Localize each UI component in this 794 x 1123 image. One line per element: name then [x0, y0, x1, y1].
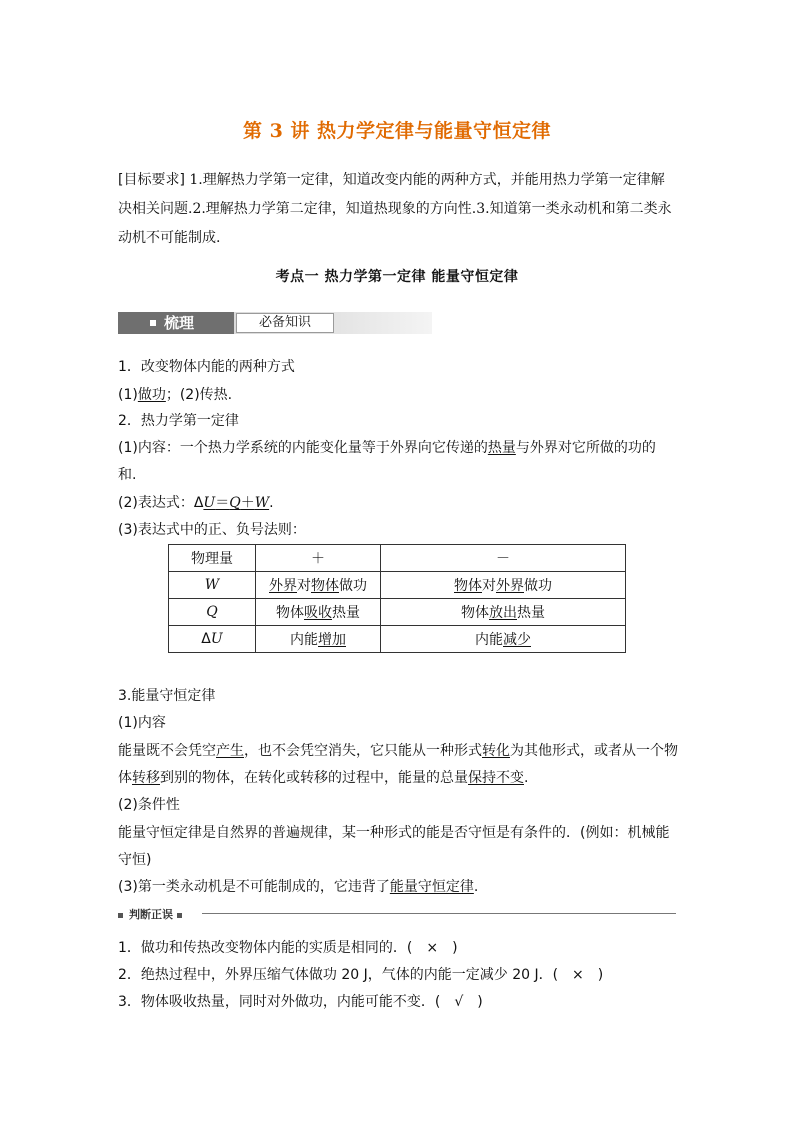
- section-title: 考点一 热力学第一定律 能量守恒定律: [275, 269, 519, 285]
- s2-content-line1: [118, 437, 683, 457]
- judge-label-text: 判断正误: [129, 908, 173, 921]
- table-header-row: [169, 545, 626, 572]
- table-cell-negative: [381, 626, 626, 653]
- s3-pm-underlined: 能量守恒定律: [389, 879, 474, 895]
- banner-dark-label: 梳理: [164, 314, 195, 332]
- judge-item: 2．绝热过程中，外界压缩气体做功 20 J，气体的内能一定减少 20 J．( × ): [118, 967, 604, 983]
- table-row: [169, 626, 626, 653]
- table-cell-negative: [381, 572, 626, 599]
- text: 物体: [461, 605, 489, 621]
- table-cell-quantity: W: [169, 572, 256, 599]
- text: 内能: [475, 632, 503, 648]
- table-cell-negative: [381, 599, 626, 626]
- s3-heading: 3.能量守恒定律: [118, 688, 216, 704]
- table-cell-positive: [256, 626, 381, 653]
- table-cell-positive: [256, 572, 381, 599]
- text: 对: [297, 578, 311, 594]
- s1-p1-underlined: 做功: [137, 387, 166, 403]
- s3-content-line2: [118, 767, 683, 787]
- text: 内能: [290, 632, 318, 648]
- expr-Q: Q: [229, 495, 241, 511]
- banner-tag-light: 必备知识: [236, 313, 334, 333]
- divider-line: [202, 913, 676, 914]
- underlined-text: 物体: [454, 578, 482, 594]
- s3-c1c: 为其他形式，或者从一个物: [510, 743, 678, 759]
- judge-divider: [118, 906, 676, 922]
- s2-expression: [118, 492, 683, 512]
- text: 对: [482, 578, 496, 594]
- s3-c1a: 能量既不会凭空: [118, 743, 216, 759]
- banner-tag-dark: [118, 312, 234, 334]
- s3-c1b: ，也不会凭空消失，它只能从一种形式: [244, 743, 482, 759]
- s3-c2c: .: [524, 770, 529, 786]
- square-icon: [150, 320, 156, 326]
- goal-tag: [目标要求]: [118, 172, 185, 188]
- underlined-text: 增加: [318, 632, 346, 648]
- judge-item: 3．物体吸收热量，同时对外做功，内能可能不变．( √ ): [118, 994, 483, 1010]
- square-icon: [177, 913, 182, 918]
- s2-content-a: (1)内容：一个热力学系统的内能变化量等于外界向它传递的: [118, 440, 488, 456]
- lecture-title: 第 3 讲 热力学定律与能量守恒定律: [242, 120, 552, 142]
- expr-end: .: [269, 495, 274, 511]
- expr-eq: ＝: [215, 495, 230, 511]
- s3-pm-a: (3)第一类永动机是不可能制成的，它违背了: [118, 879, 390, 895]
- square-icon: [118, 913, 123, 918]
- s2-content-line2: 和.: [118, 467, 137, 483]
- s2-content-b: 与外界对它所做的功的: [515, 440, 656, 456]
- s1-p1: (1): [118, 387, 138, 403]
- expr-U: U: [203, 495, 216, 511]
- table-cell-quantity: ΔU: [169, 626, 256, 653]
- table-row: [169, 572, 626, 599]
- text: 物体: [276, 605, 304, 621]
- table-cell-quantity: Q: [169, 599, 256, 626]
- text: 热量: [332, 605, 360, 621]
- s3-c2u1: 转移: [132, 770, 160, 786]
- s3-c2a: 体: [118, 770, 132, 786]
- s3-perpetual: [118, 876, 683, 896]
- learning-goals: [118, 166, 678, 253]
- s1-item: [118, 384, 683, 404]
- s3-c2u2: 保持不变: [468, 770, 524, 786]
- s3-sub2: (2)条件性: [118, 797, 180, 813]
- underlined-text: 减少: [503, 632, 531, 648]
- s1-p1-rest: ；(2)传热.: [165, 387, 233, 403]
- expr-W: W: [254, 495, 270, 511]
- s3-c2b: 到别的物体，在转化或转移的过程中，能量的总量: [160, 770, 468, 786]
- s3-cond-line1: 能量守恒定律是自然界的普遍规律，某一种形式的能是否守恒是有条件的．(例如：机械能: [118, 825, 670, 841]
- judge-label: [118, 906, 182, 922]
- underlined-text: 外界: [269, 578, 297, 594]
- text: 做功: [524, 578, 552, 594]
- underlined-text: 吸收: [304, 605, 332, 621]
- text: 做功: [339, 578, 367, 594]
- s3-c1u2: 转化: [482, 743, 510, 759]
- s3-c1u1: 产生: [216, 743, 244, 759]
- s3-content-line1: [118, 740, 683, 760]
- table-header-cell: ＋: [256, 545, 381, 572]
- s3-cond-line2: 守恒): [118, 852, 152, 868]
- table-header-cell: 物理量: [169, 545, 256, 572]
- text: 热量: [517, 605, 545, 621]
- s2-heading: 2．热力学第一定律: [118, 413, 239, 429]
- expr-plus: ＋: [240, 495, 255, 511]
- expr-prefix: (2)表达式：Δ: [118, 495, 204, 511]
- judge-item: 1．做功和传热改变物体内能的实质是相同的．( × ): [118, 940, 458, 956]
- s2-signs: (3)表达式中的正、负号法则：: [118, 522, 306, 538]
- table-cell-positive: [256, 599, 381, 626]
- section-banner: [118, 312, 432, 336]
- s3-sub1: (1)内容: [118, 715, 166, 731]
- s2-content-underlined: 热量: [487, 440, 516, 456]
- underlined-text: 外界: [496, 578, 524, 594]
- underlined-text: 放出: [489, 605, 517, 621]
- s3-pm-b: .: [473, 879, 479, 895]
- table-row: [169, 599, 626, 626]
- sign-rules-table: [168, 544, 626, 653]
- goal-text: 1.理解热力学第一定律，知道改变内能的两种方式，并能用热力学第一定律解决相关问题.2.理解热力学第二定律，知道热现象的方向性.3.知道第一类永动机和第二类永动机不可能制成.: [118, 172, 672, 246]
- s1-heading: 1．改变物体内能的两种方式: [118, 359, 295, 375]
- table-header-cell: －: [381, 545, 626, 572]
- underlined-text: 物体: [311, 578, 339, 594]
